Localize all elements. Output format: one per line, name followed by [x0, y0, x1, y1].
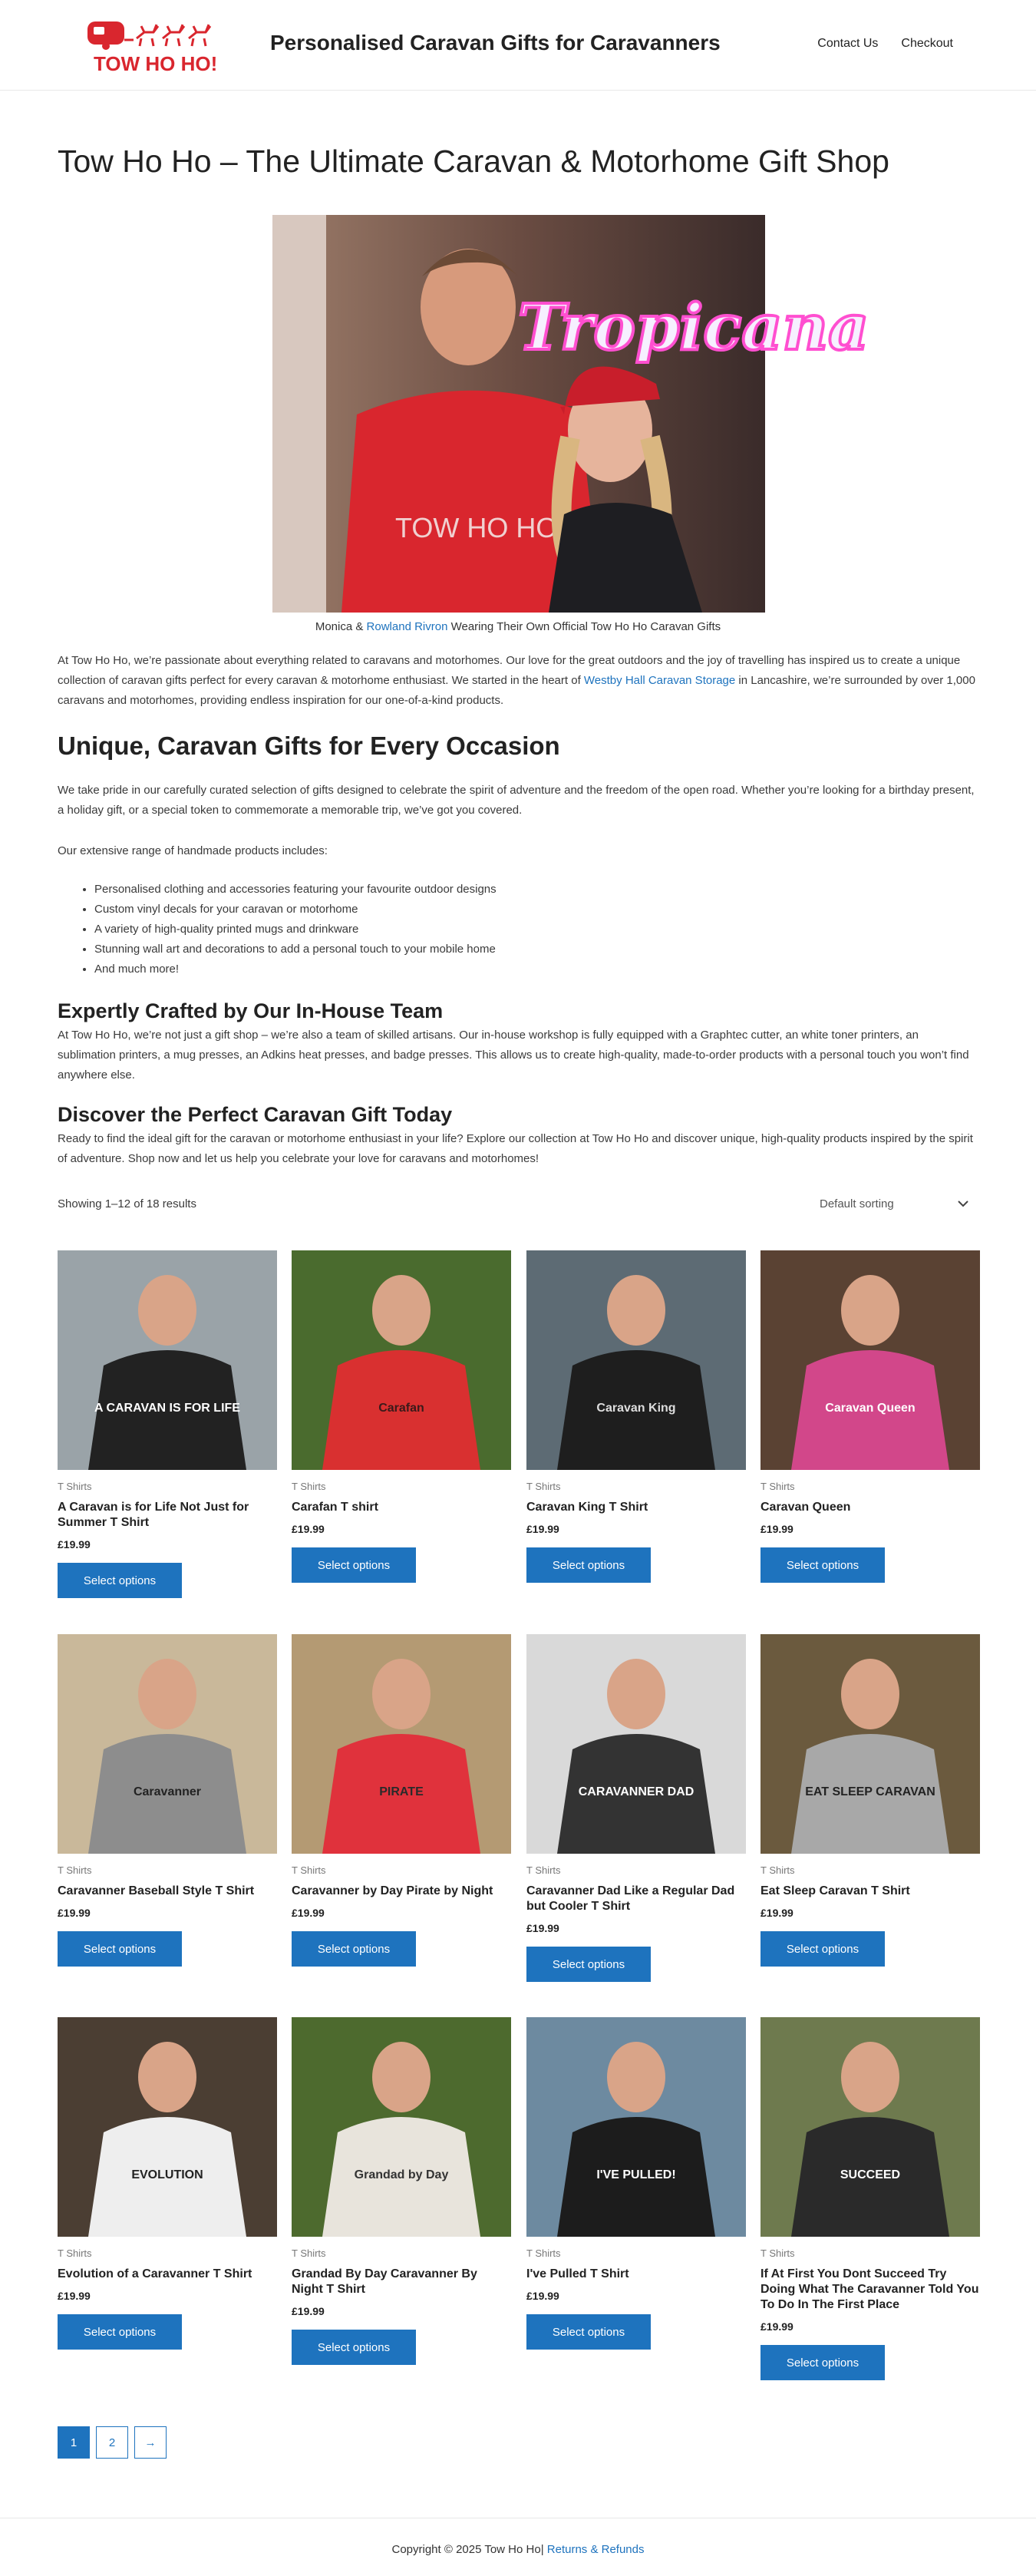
list-item: • Stunning wall art and decorations to add a personal touch to your mobile home — [94, 940, 497, 959]
product-price: £19.99 — [526, 2290, 559, 2302]
product-category[interactable]: T Shirts — [761, 1864, 795, 1876]
unique-paragraph: We take pride in our carefully curated selection of gifts designed to celebrate the spirit of adventure and the freedom of the open road. Whether you’re looking for a birthday present, a holiday gift, or a special token to commemorate a memorable trip, we’ve got you covered. — [58, 784, 975, 817]
product-title[interactable]: Eat Sleep Caravan T Shirt — [761, 1884, 910, 1897]
product-price: £19.99 — [292, 2305, 325, 2317]
product-image[interactable] — [526, 1634, 746, 1854]
product-price: £19.99 — [292, 1907, 325, 1919]
select-options-button[interactable]: Select options — [58, 1931, 182, 1967]
sorting-value: Default sorting — [820, 1197, 894, 1210]
intro-paragraph: At Tow Ho Ho, we’re passionate about everything related to caravans and motorhomes. Our love for the great outdoors and the joy of travelling has inspired us to create a unique collection of caravan gifts perfect for every caravan & motorhome enthusiast. We started in the heart of Westby Hall Caravan Storage in Lancashire, we’re surrounded by over 1,000 caravans and motorhomes, providing endless inspiration for our one-of-a-kind products. — [58, 654, 975, 707]
nav-contact-us[interactable]: Contact Us — [817, 37, 879, 50]
product-category[interactable]: T Shirts — [58, 1481, 92, 1492]
site-footer — [0, 2518, 1036, 2576]
product-title[interactable]: Caravan Queen — [761, 1501, 851, 1514]
select-options-button[interactable]: Select options — [58, 2314, 182, 2350]
svg-text:EVOLUTION: EVOLUTION — [131, 2168, 203, 2181]
chevron-down-icon — [958, 1197, 968, 1210]
product-category[interactable]: T Shirts — [526, 1864, 561, 1876]
caravan-reindeer-logo-icon — [83, 14, 229, 77]
features-list — [94, 880, 497, 979]
product-card[interactable] — [58, 1250, 277, 1598]
product-category[interactable]: T Shirts — [292, 1481, 326, 1492]
list-item: • A variety of high-quality printed mugs and drinkware — [94, 920, 497, 940]
product-category[interactable]: T Shirts — [761, 2247, 795, 2259]
copyright-text: Copyright © 2025 Tow Ho Ho| — [391, 2543, 544, 2556]
product-title[interactable]: Caravanner Dad Like a Regular Dad but Cooler T Shirt — [526, 1884, 735, 1913]
select-options-button[interactable]: Select options — [526, 1947, 651, 1982]
svg-text:Caravanner: Caravanner — [133, 1785, 202, 1798]
select-options-button[interactable]: Select options — [761, 1547, 885, 1583]
product-image[interactable] — [58, 1634, 277, 1854]
select-options-button[interactable]: Select options — [526, 1547, 651, 1583]
crafted-paragraph: At Tow Ho Ho, we’re not just a gift shop – we’re also a team of skilled artisans. Our in-house workshop is fully equipped with a Graphtec cutter, an white toner printers, an sublimation printers, a mug presses, an Adkins heat presses, and badge presses. This allows us to create high-quality, made-to-order products with a personal touch you won’t find anywhere else. — [58, 1029, 969, 1082]
page-1-link[interactable]: 1 — [58, 2426, 90, 2459]
page-title: Tow Ho Ho – The Ultimate Caravan & Motorhome Gift Shop — [58, 144, 889, 179]
product-title[interactable]: Caravanner Baseball Style T Shirt — [58, 1884, 255, 1897]
select-options-button[interactable]: Select options — [292, 1931, 416, 1967]
product-title[interactable]: Carafan T shirt — [292, 1501, 378, 1514]
svg-text:SUCCEED: SUCCEED — [840, 2168, 901, 2181]
product-price: £19.99 — [58, 1538, 91, 1551]
product-category[interactable]: T Shirts — [292, 1864, 326, 1876]
hero-caption: Monica & Rowland Rivron Wearing Their Own Official Tow Ho Ho Caravan Gifts — [315, 620, 721, 633]
product-price: £19.99 — [526, 1523, 559, 1535]
product-category[interactable]: T Shirts — [526, 2247, 561, 2259]
svg-text:PIRATE: PIRATE — [379, 1785, 424, 1798]
rowland-rivron-link[interactable]: Rowland Rivron — [366, 620, 448, 633]
list-item: • Custom vinyl decals for your caravan or motorhome — [94, 900, 497, 920]
product-title[interactable]: Grandad By Day Caravanner By Night T Shirt — [292, 2267, 477, 2296]
heading-unique-gifts: Unique, Caravan Gifts for Every Occasion — [58, 732, 560, 760]
product-image[interactable] — [761, 1634, 980, 1854]
page-2-link[interactable]: 2 — [96, 2426, 128, 2459]
select-options-button[interactable]: Select options — [292, 1547, 416, 1583]
product-price: £19.99 — [761, 2320, 793, 2333]
svg-text:A CARAVAN IS FOR LIFE: A CARAVAN IS FOR LIFE — [94, 1402, 240, 1415]
product-image[interactable] — [761, 2017, 980, 2237]
product-category[interactable]: T Shirts — [526, 1481, 561, 1492]
svg-text:CARAVANNER DAD: CARAVANNER DAD — [578, 1785, 695, 1798]
product-price: £19.99 — [292, 1523, 325, 1535]
site-logo[interactable] — [83, 14, 229, 77]
product-card[interactable] — [761, 2017, 980, 2380]
product-card[interactable] — [526, 1250, 746, 1583]
product-title[interactable]: A Caravan is for Life Not Just for Summer T Shirt — [58, 1501, 249, 1529]
range-paragraph: Our extensive range of handmade products includes: — [58, 844, 328, 857]
svg-text:Grandad by Day: Grandad by Day — [354, 2168, 449, 2181]
pagination — [58, 2426, 167, 2459]
select-options-button[interactable]: Select options — [292, 2330, 416, 2365]
product-category[interactable]: T Shirts — [58, 2247, 92, 2259]
select-options-button[interactable]: Select options — [58, 1563, 182, 1598]
product-image[interactable] — [761, 1250, 980, 1470]
next-page-arrow-icon[interactable]: → — [134, 2426, 167, 2459]
returns-refunds-link[interactable]: Returns & Refunds — [546, 2543, 645, 2556]
list-item: • And much more! — [94, 959, 497, 979]
list-item: • Personalised clothing and accessories featuring your favourite outdoor designs — [94, 880, 497, 900]
svg-text:TOW HO HO!: TOW HO HO! — [94, 52, 218, 75]
product-card[interactable] — [761, 1250, 980, 1583]
product-title[interactable]: Caravan King T Shirt — [526, 1501, 648, 1514]
product-price: £19.99 — [526, 1922, 559, 1934]
select-options-button[interactable]: Select options — [761, 2345, 885, 2380]
product-title[interactable]: Caravanner by Day Pirate by Night — [292, 1884, 493, 1897]
product-card[interactable] — [58, 2017, 277, 2350]
product-price: £19.99 — [58, 2290, 91, 2302]
discover-paragraph: Ready to find the ideal gift for the caravan or motorhome enthusiast in your life? Explore our collection at Tow Ho Ho and discover unique, high-quality products inspired by the spirit of adventure. Shop now and let us help you celebrate your love for caravans and motorhomes! — [58, 1132, 973, 1165]
product-image[interactable] — [526, 1250, 746, 1470]
product-image[interactable] — [292, 2017, 511, 2237]
product-card[interactable] — [761, 1634, 980, 1967]
svg-text:I'VE PULLED!: I'VE PULLED! — [596, 2168, 676, 2181]
product-card[interactable] — [526, 2017, 746, 2350]
hero-photo — [272, 215, 869, 613]
heading-expertly-crafted: Expertly Crafted by Our In-House Team — [58, 999, 444, 1022]
product-card[interactable] — [292, 1634, 511, 1967]
product-card[interactable] — [292, 1250, 511, 1583]
westby-hall-link[interactable]: Westby Hall Caravan Storage — [583, 674, 736, 687]
product-card[interactable] — [292, 2017, 511, 2365]
product-image[interactable] — [58, 2017, 277, 2237]
heading-discover: Discover the Perfect Caravan Gift Today — [58, 1103, 453, 1126]
svg-text:Tropicana: Tropicana — [518, 291, 869, 365]
product-price: £19.99 — [761, 1523, 793, 1535]
select-options-button[interactable]: Select options — [761, 1931, 885, 1967]
product-price: £19.99 — [58, 1907, 91, 1919]
result-count: Showing 1–12 of 18 results — [58, 1197, 196, 1210]
sorting-select[interactable] — [806, 1188, 982, 1219]
product-title[interactable]: If At First You Dont Succeed Try Doing What The Caravanner Told You To Do In The First Place — [761, 2267, 979, 2311]
product-image[interactable] — [58, 1250, 277, 1470]
product-category[interactable]: T Shirts — [292, 2247, 326, 2259]
svg-text:Caravan King: Caravan King — [596, 1402, 676, 1415]
main-nav — [817, 37, 953, 51]
product-title[interactable]: Evolution of a Caravanner T Shirt — [58, 2267, 252, 2280]
site-header — [0, 0, 1036, 91]
svg-text:Caravan Queen: Caravan Queen — [825, 1402, 916, 1415]
product-category[interactable]: T Shirts — [58, 1864, 92, 1876]
svg-text:Carafan: Carafan — [378, 1402, 424, 1415]
product-image[interactable] — [292, 1634, 511, 1854]
product-card[interactable] — [526, 1634, 746, 1982]
select-options-button[interactable]: Select options — [526, 2314, 651, 2350]
nav-checkout[interactable]: Checkout — [901, 37, 953, 50]
product-card[interactable] — [58, 1634, 277, 1967]
svg-text:TOW HO HO: TOW HO HO — [395, 512, 558, 543]
product-title[interactable]: I've Pulled T Shirt — [526, 2267, 629, 2280]
product-price: £19.99 — [761, 1907, 793, 1919]
product-image[interactable] — [526, 2017, 746, 2237]
site-title[interactable]: Personalised Caravan Gifts for Caravanners — [270, 31, 721, 54]
product-image[interactable] — [292, 1250, 511, 1470]
product-category[interactable]: T Shirts — [761, 1481, 795, 1492]
svg-text:EAT SLEEP CARAVAN: EAT SLEEP CARAVAN — [805, 1785, 935, 1798]
